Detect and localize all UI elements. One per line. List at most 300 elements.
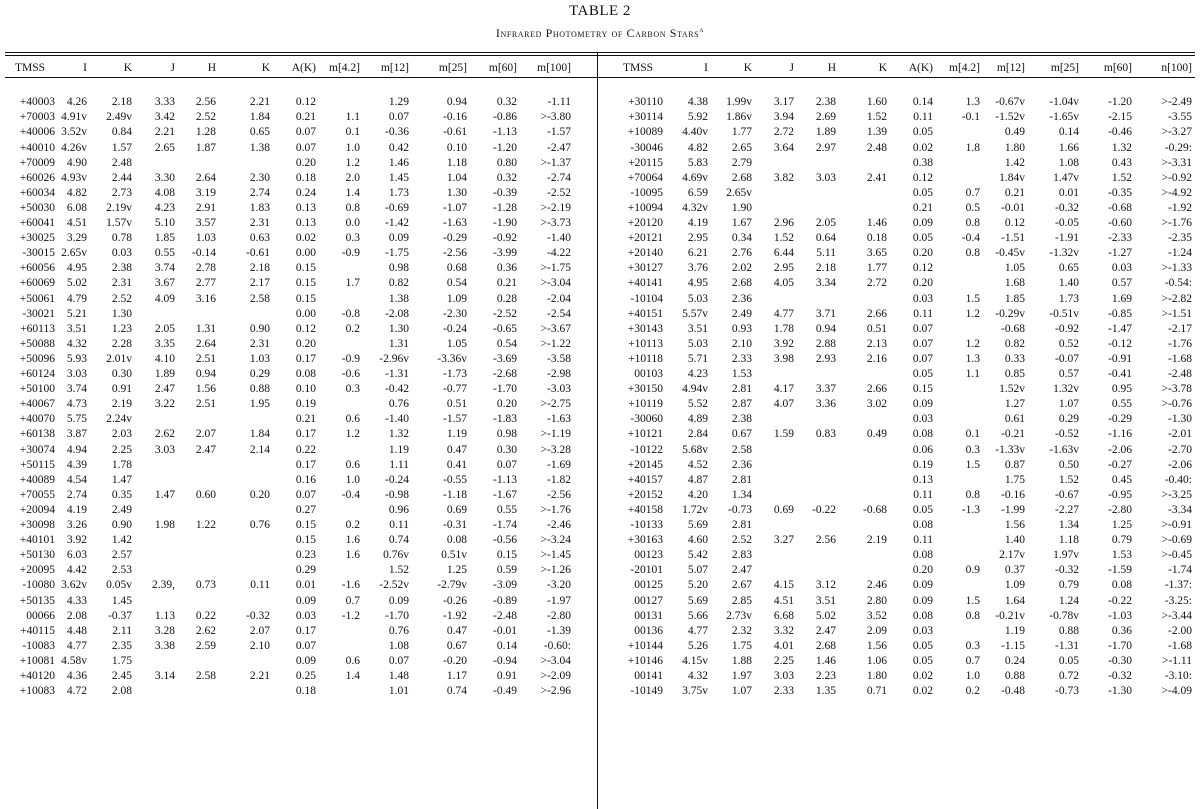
table-cell: +60034	[19, 186, 55, 199]
table-cell: -1.47	[1108, 322, 1132, 335]
column-header: K	[743, 62, 752, 74]
table-cell: 0.11	[913, 534, 933, 547]
table-cell: 0.61	[1004, 413, 1025, 426]
table-cell: 0.09	[912, 594, 933, 607]
table-cell: 0.16	[295, 473, 316, 486]
table-cell: -3.55	[1168, 111, 1192, 124]
table-cell: >-1.76	[540, 503, 571, 516]
table-cell: 2.53	[111, 564, 132, 577]
table-cell: 0.33	[1004, 352, 1025, 365]
table-cell: 1.86v	[726, 111, 752, 124]
table-cell: -3.34	[1168, 503, 1192, 516]
table-cell: 2.44	[111, 171, 132, 184]
table-cell: 1.97v	[1053, 549, 1079, 561]
table-cell: 2.88	[815, 337, 836, 350]
table-cell: 0.14	[912, 96, 933, 108]
table-cell: 0.73	[195, 579, 216, 592]
table-cell: -0.32	[246, 609, 270, 622]
table-cell: 1.30	[446, 186, 467, 199]
table-cell: 1.84	[249, 111, 270, 124]
column-header: K	[878, 62, 887, 74]
table-cell: >-1.75	[540, 262, 571, 275]
table-cell: 0.09	[388, 232, 409, 245]
table-cell: 0.12	[912, 171, 933, 184]
table-cell: 2.76	[731, 247, 752, 259]
table-cell: +20094	[19, 503, 55, 516]
table-cell: 4.72	[66, 685, 87, 698]
table-cell: 5.69	[687, 519, 708, 532]
table-cell: -1.63	[547, 413, 571, 426]
table-cell: 5.21	[66, 307, 87, 320]
table-cell: -1.33v	[995, 443, 1025, 456]
table-cell: 1.46	[866, 217, 887, 230]
table-cell: 1.3	[965, 352, 980, 365]
table-cell: +30098	[19, 519, 55, 532]
table-cell: 0.3	[965, 443, 980, 456]
table-cell: 2.18	[249, 262, 270, 275]
table-cell: 2.72	[866, 277, 887, 290]
table-cell: 0.49	[866, 428, 887, 441]
table-cell: 4.52	[687, 458, 708, 471]
table-cell: +40067	[19, 398, 55, 410]
table-cell: +40089	[19, 473, 55, 486]
table-cell: >-0.76	[1161, 398, 1192, 410]
table-cell: 4.94	[66, 443, 87, 456]
table-cell: 3.02	[866, 398, 887, 410]
table-cell: -0.61	[246, 247, 270, 259]
table-cell: 5.93	[66, 352, 87, 365]
table-cell: 0.11	[913, 488, 933, 501]
table-cell: 1.01	[388, 685, 409, 698]
table-cell: -10133	[630, 519, 663, 532]
table-cell: 2.95	[687, 232, 708, 245]
table-cell: 2.19	[866, 534, 887, 547]
table-cell: 3.51	[687, 322, 708, 335]
table-cell: 0.55	[154, 247, 175, 259]
table-cell: +30127	[627, 262, 663, 275]
table-cell: 1.46	[388, 156, 409, 169]
table-cell: 4.82	[66, 186, 87, 199]
table-cell: 0.22	[195, 609, 216, 622]
table-cell: 0.3	[345, 232, 360, 245]
table-cell: -1.16	[1108, 428, 1132, 441]
table-cell: 2.83	[731, 549, 752, 561]
table-cell: +40158	[627, 503, 663, 516]
table-cell: 1.3	[965, 96, 980, 108]
table-cell: 4.69v	[682, 171, 708, 184]
table-cell: 1.11	[389, 458, 409, 471]
table-cell: 0.8	[965, 247, 980, 259]
table-cell: -4.22	[547, 247, 571, 259]
table-cell: 0.24	[1004, 654, 1025, 667]
table-cell: 1.32	[388, 428, 409, 441]
table-cell: 1.57	[111, 141, 132, 154]
table-cell: >-3.73	[540, 217, 571, 230]
table-cell: >-2.49	[1161, 96, 1192, 108]
table-cell: +10144	[627, 639, 663, 652]
table-cell: 0.20	[912, 247, 933, 259]
table-cell: 2.36	[731, 292, 752, 305]
table-cell: 1.75	[1004, 473, 1025, 486]
table-cell: 2.03	[111, 428, 132, 441]
table-cell: 0.07	[295, 488, 316, 501]
table-cell: 1.45	[111, 594, 132, 607]
table-cell: >-2.75	[540, 398, 571, 410]
table-cell: -0.32	[1108, 670, 1132, 683]
table-cell: 0.07	[912, 337, 933, 350]
table-cell: 4.73	[66, 398, 87, 410]
table-cell: +40010	[19, 141, 55, 154]
table-cell: 0.20	[295, 337, 316, 350]
table-cell: 0.69	[773, 503, 794, 516]
table-cell: -0.65	[493, 322, 517, 335]
table-cell: -2.56	[547, 488, 571, 501]
table-cell: 0.94	[815, 322, 836, 335]
table-cell: 0.47	[446, 624, 467, 637]
table-cell: -3.20	[547, 579, 571, 592]
table-subtitle-text: Infrared Photometry of Carbon Stars	[495, 26, 700, 40]
table-cell: +30114	[628, 111, 663, 124]
table-cell: -1.70	[385, 609, 409, 622]
table-cell: 2.51	[195, 352, 216, 365]
table-cell: 1.84v	[999, 171, 1025, 184]
table-cell: 2.38	[731, 413, 752, 426]
table-cell: 2.66	[866, 307, 887, 320]
table-cell: -0.48	[1001, 685, 1025, 698]
table-cell: 0.09	[912, 579, 933, 592]
table-cell: 2.11	[112, 624, 132, 637]
table-cell: 0.14	[1058, 126, 1079, 139]
table-cell: 0.79	[1111, 534, 1132, 547]
table-cell: 2.47	[195, 443, 216, 456]
table-cell: 2.73	[111, 186, 132, 199]
table-cell: 0.07	[388, 111, 409, 124]
table-cell: 5.71	[687, 352, 708, 365]
table-cell: -1.24	[1168, 247, 1192, 259]
table-cell: -2.30	[443, 307, 467, 320]
table-cell: 1.39	[866, 126, 887, 139]
table-cell: -0.9	[341, 352, 360, 365]
table-cell: -1.31	[385, 368, 409, 381]
table-cell: 2.48	[111, 156, 132, 169]
table-cell: 1.73	[388, 186, 409, 199]
table-cell: -3.10:	[1164, 670, 1192, 683]
table-cell: 0.20	[496, 398, 517, 410]
table-cell: 2.58	[195, 670, 216, 683]
table-cell: 2.49v	[106, 111, 132, 124]
table-cell: -2.17	[1168, 322, 1192, 335]
table-cell: 4.89	[687, 413, 708, 426]
table-cell: 4.01	[773, 639, 794, 652]
table-cell: +40003	[19, 96, 55, 108]
table-cell: 4.51	[773, 594, 794, 607]
table-cell: 0.05	[912, 126, 933, 139]
table-cell: 0.24	[295, 186, 316, 199]
table-cell: -0.60	[1108, 217, 1132, 230]
table-cell: 1.78	[111, 458, 132, 471]
table-cell: -2.98	[547, 368, 571, 381]
table-cell: 0.76	[249, 519, 270, 532]
table-cell: 1.98	[154, 519, 175, 532]
table-cell: 0.07	[912, 352, 933, 365]
table-cell: 1.85	[154, 232, 175, 245]
table-cell: 2.58	[249, 292, 270, 305]
column-header: TMSS	[14, 62, 45, 74]
column-header: m[12]	[380, 62, 409, 74]
column-header: n[100]	[1161, 62, 1192, 74]
table-cell: 0.49	[1004, 126, 1025, 139]
table-cell: 0.02	[295, 232, 316, 245]
table-cell: 0.07	[295, 141, 316, 154]
table-cell: -1.82	[547, 473, 571, 486]
table-cell: 2.39,	[152, 579, 175, 592]
table-cell: +30074	[19, 443, 55, 456]
table-cell: -1.63v	[1049, 443, 1079, 456]
table-cell: 4.82	[687, 141, 708, 154]
table-cell: -1.03	[1108, 609, 1132, 622]
table-cell: 2.19v	[106, 201, 132, 214]
table-cell: 1.31	[388, 337, 409, 350]
table-cell: +10081	[19, 654, 55, 667]
table-cell: 0.2	[345, 322, 360, 335]
table-cell: 4.23	[154, 201, 175, 214]
table-cell: 1.32	[1111, 141, 1132, 154]
table-cell: 1.05	[446, 337, 467, 350]
table-cell: 1.60	[866, 96, 887, 108]
table-cell: 0.76	[388, 624, 409, 637]
table-cell: 0.07	[295, 126, 316, 139]
table-cell: 0.98	[388, 262, 409, 275]
table-cell: +50030	[19, 201, 55, 214]
table-cell: 2.65v	[61, 247, 87, 259]
table-cell: +30143	[627, 322, 663, 335]
table-cell: >-0.92	[1161, 171, 1192, 184]
table-cell: 4.32	[687, 670, 708, 683]
table-cell: 1.30	[388, 322, 409, 335]
table-cell: -2.46	[547, 519, 571, 532]
table-cell: 0.29	[249, 368, 270, 381]
column-header: m[25]	[438, 62, 467, 74]
table-cell: >-3.04	[540, 277, 571, 290]
table-cell: >-1.19	[540, 428, 571, 441]
table-cell: 00136	[634, 624, 663, 637]
table-cell: 1.77	[731, 126, 752, 139]
table-cell: 0.82	[388, 277, 409, 290]
table-cell: 0.91	[111, 383, 132, 396]
table-cell: 0.74	[446, 685, 467, 698]
table-cell: 0.05	[912, 186, 933, 199]
table-cell: 5.11	[816, 247, 836, 259]
table-cell: 0.8	[965, 488, 980, 501]
table-cell: 2.32	[731, 624, 752, 637]
table-cell: 0.38	[912, 156, 933, 169]
table-cell: 2.33	[731, 352, 752, 365]
table-cell: -1.37:	[1164, 579, 1192, 592]
table-cell: 2.47	[815, 624, 836, 637]
table-cell: 0.05	[912, 654, 933, 667]
table-cell: 2.97	[815, 141, 836, 154]
table-cell: -1.74	[493, 519, 517, 532]
table-cell: 1.95	[249, 398, 270, 410]
table-cell: 1.66	[1058, 141, 1079, 154]
table-cell: 2.65	[731, 141, 752, 154]
table-cell: 0.08	[912, 519, 933, 532]
table-cell: >-3.78	[1161, 383, 1192, 396]
table-cell: 0.11	[389, 519, 409, 532]
table-cell: 5.26	[687, 639, 708, 652]
table-cell: 0.05	[912, 368, 933, 381]
table-cell: 0.51	[866, 322, 887, 335]
table-cell: +30025	[19, 232, 55, 245]
table-cell: >-1.26	[540, 564, 571, 577]
table-cell: 2.62	[195, 624, 216, 637]
table-cell: 1.42	[1004, 156, 1025, 169]
table-cell: 3.92	[66, 534, 87, 547]
column-header: m[25]	[1050, 62, 1079, 74]
table-cell: +20121	[627, 232, 663, 245]
table-cell: 0.59	[496, 564, 517, 577]
table-cell: 0.1	[965, 428, 980, 441]
table-cell: 3.32	[773, 624, 794, 637]
column-header: H	[827, 62, 836, 74]
table-cell: 2.85	[731, 594, 752, 607]
table-cell: 1.4	[345, 670, 360, 683]
table-cell: 1.68	[1004, 277, 1025, 290]
table-cell: >-3.24	[540, 534, 571, 547]
table-cell: 0.03	[912, 624, 933, 637]
table-cell: 1.5	[965, 458, 980, 471]
table-cell: 4.26v	[61, 141, 87, 154]
table-cell: 1.18	[1058, 534, 1079, 547]
table-cell: -0.61	[443, 126, 467, 139]
table-cell: -1.67	[493, 488, 517, 501]
table-cell: 0.28	[496, 292, 517, 305]
table-cell: 1.72v	[682, 503, 708, 516]
table-cell: 0.07	[912, 322, 933, 335]
table-cell: -1.68	[1168, 639, 1192, 652]
table-cell: 2.10	[249, 639, 270, 652]
table-cell: >-2.19	[540, 201, 571, 214]
table-cell: -1.69	[547, 458, 571, 471]
table-cell: -2.79v	[437, 579, 467, 592]
table-cell: 5.92	[687, 111, 708, 124]
table-cell: 2.10	[731, 337, 752, 350]
table-cell: 0.09	[388, 594, 409, 607]
table-cell: 0.29	[295, 564, 316, 577]
table-cell: 3.75v	[682, 685, 708, 698]
table-cell: 2.25	[773, 654, 794, 667]
table-cell: -0.21	[1001, 428, 1025, 441]
table-cell: 1.2	[965, 337, 980, 350]
table-cell: 4.05	[773, 277, 794, 290]
table-cell: 3.30	[154, 171, 175, 184]
table-cell: 5.02	[815, 609, 836, 622]
table-cell: 4.87	[687, 473, 708, 486]
table-cell: >-1.76	[1161, 217, 1192, 230]
table-cell: 4.95	[66, 262, 87, 275]
table-cell: -1.70	[493, 383, 517, 396]
table-cell: 0.11	[250, 579, 270, 592]
table-cell: -0.01	[1001, 201, 1025, 214]
column-header: I	[83, 62, 87, 74]
table-cell: 1.07	[731, 685, 752, 698]
table-cell: 5.03	[687, 292, 708, 305]
table-cell: -0.42	[385, 383, 409, 396]
table-cell: -0.91	[1108, 352, 1132, 365]
table-cell: -0.24	[385, 473, 409, 486]
table-cell: -30015	[22, 247, 55, 259]
table-cell: 1.30	[111, 307, 132, 320]
table-cell: 1.25	[446, 564, 467, 577]
table-cell: 2.72	[773, 126, 794, 139]
table-cell: 4.20	[687, 488, 708, 501]
table-cell: 4.32v	[682, 201, 708, 214]
table-cell: 0.15	[912, 383, 933, 396]
table-cell: 0.63	[249, 232, 270, 245]
table-cell: +70055	[19, 488, 55, 501]
table-cell: 0.72	[1058, 670, 1079, 683]
table-cell: >-3.25	[1161, 488, 1192, 501]
table-cell: 2.41	[866, 171, 887, 184]
table-cell: -1.30	[1108, 685, 1132, 698]
table-cell: 1.52	[1058, 473, 1079, 486]
table-cell: 1.97	[731, 670, 752, 683]
table-cell: 3.12	[815, 579, 836, 592]
table-cell: 1.2	[345, 428, 360, 441]
table-cell: +40157	[627, 473, 663, 486]
table-cell: +70064	[627, 171, 663, 184]
table-cell: 2.49	[731, 307, 752, 320]
table-cell: -2.80	[547, 609, 571, 622]
table-cell: 2.17v	[999, 549, 1025, 561]
table-cell: 4.26	[66, 96, 87, 108]
table-cell: -2.04	[547, 292, 571, 305]
table-cell: 1.78	[773, 322, 794, 335]
table-cell: 2.21	[249, 670, 270, 683]
table-cell: -2.54	[547, 307, 571, 320]
table-cell: 0.3	[965, 639, 980, 652]
table-cell: 0.00	[295, 307, 316, 320]
table-cell: +50061	[19, 292, 55, 305]
table-cell: 0.07	[496, 458, 517, 471]
table-cell: 0.29	[1058, 413, 1079, 426]
table-cell: 1.56	[195, 383, 216, 396]
table-cell: -10083	[22, 639, 55, 652]
table-cell: 2.24v	[106, 413, 132, 426]
table-cell: +50115	[20, 458, 55, 471]
table-cell: 0.15	[295, 534, 316, 547]
table-cell: 2.81	[731, 383, 752, 396]
table-cell: 2.91	[195, 201, 216, 214]
top-rule-thick	[5, 52, 1195, 53]
table-cell: 4.39	[66, 458, 87, 471]
table-cell: -2.48	[493, 609, 517, 622]
column-header: m[60]	[488, 62, 517, 74]
table-cell: 1.89	[815, 126, 836, 139]
table-cell: -0.14	[192, 247, 216, 259]
table-cell: >-3.31	[1161, 156, 1192, 169]
table-cell: 0.30	[111, 368, 132, 381]
table-cell: 4.77	[66, 639, 87, 652]
table-cell: 0.71	[866, 685, 887, 698]
table-cell: 1.08	[1058, 156, 1079, 169]
table-cell: +10083	[19, 685, 55, 698]
table-cell: -1.3	[961, 503, 980, 516]
table-cell: 0.36	[1111, 624, 1132, 637]
table-cell: -2.48	[1168, 368, 1192, 381]
table-cell: 1.80	[866, 670, 887, 683]
table-cell: 1.89	[154, 368, 175, 381]
